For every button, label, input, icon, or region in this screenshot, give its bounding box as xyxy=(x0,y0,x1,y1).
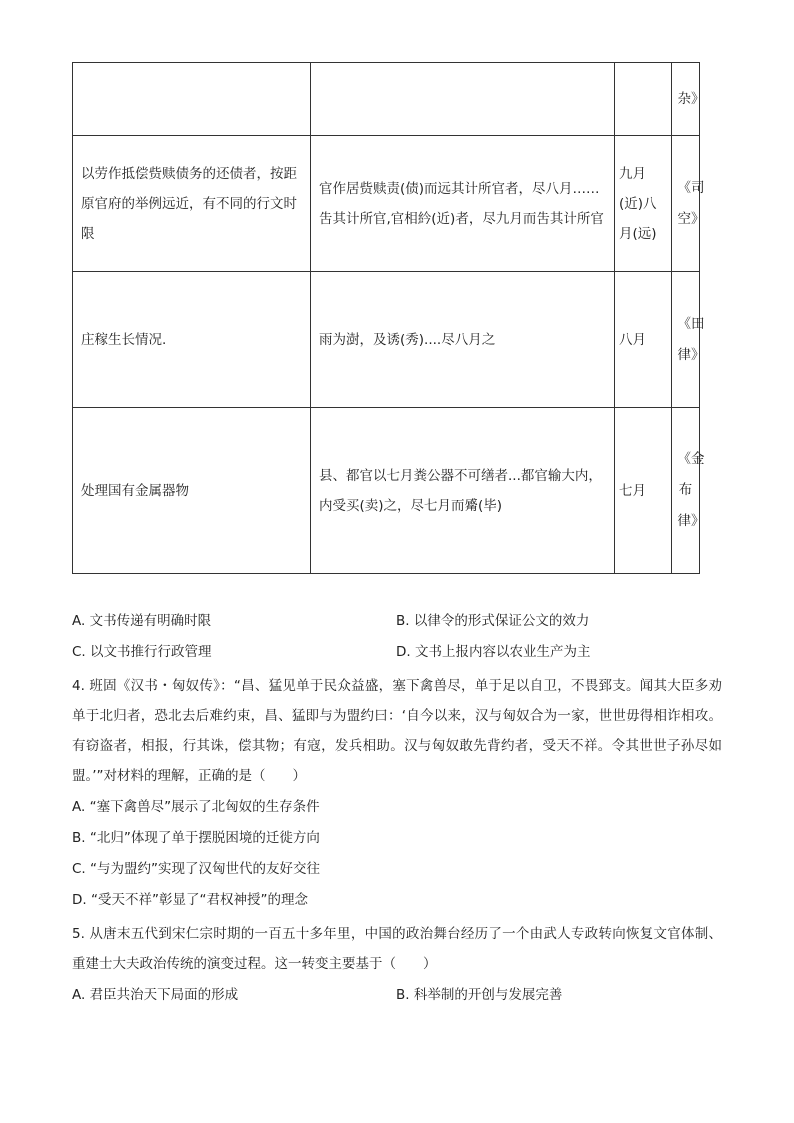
law-table xyxy=(72,62,705,574)
q5-stem: 5. 从唐末五代到宋仁宗时期的一百五十多年里，中国的政治舞台经历了一个由武人专政转向恢复文官体制、重建士大夫政治传统的演变过程。这一转变主要基于（ ） xyxy=(72,926,722,972)
table-cell-source xyxy=(672,63,705,136)
table-cell-period xyxy=(615,63,672,136)
q3-option-c: C. 以文书推行行政管理 xyxy=(72,644,212,660)
table-row xyxy=(73,272,700,408)
q4-stem: 4. 班固《汉书・匈奴传》：“昌、猛见单于民众益盛，塞下禽兽尽，单于足以自卫，不畏郅支。闻其大臣多劝单于北归者，恐北去后难约束，昌、猛即与为盟约曰：‘自今以来，汉与匈奴合为一家，世世毋得相诈相攻。有窃盗者，相报，行其诛，偿其物；有寇，发兵相助。汉与匈奴敢先背约者，受天不祥。令其世世子孙尽如盟。’”对材料的理解，正确的是（ ） xyxy=(72,678,722,784)
table-cell-description: 处理国有金属器物 xyxy=(73,408,311,574)
table-cell-text: 雨为澍，及诱(秀)....尽八月之 xyxy=(311,272,615,408)
q5-option-b: B. 科举制的开创与发展完善 xyxy=(396,987,563,1003)
source-text: 《司空》 xyxy=(677,179,705,227)
q3-option-b: B. 以律令的形式保证公文的效力 xyxy=(396,613,590,629)
q4-option-a: A. “塞下禽兽尽”展示了北匈奴的生存条件 xyxy=(72,799,320,815)
source-text: 《田律》 xyxy=(677,315,705,363)
q5-option-a: A. 君臣共治天下局面的形成 xyxy=(72,987,239,1003)
source-text: 《金布律》 xyxy=(677,451,705,529)
q4-option-b: B. “北归”体现了单于摆脱困境的迁徙方向 xyxy=(72,830,320,846)
q3-option-a: A. 文书传递有明确时限 xyxy=(72,613,212,629)
q4-option-d: D. “受天不祥”彰显了“君权神授”的理念 xyxy=(72,892,308,908)
table-cell-period: 八月 xyxy=(615,272,672,408)
source-text: 杂》 xyxy=(677,90,705,107)
table-cell-source xyxy=(672,272,705,408)
table-cell-description: 庄稼生长情况. xyxy=(73,272,311,408)
table-row xyxy=(73,136,700,272)
table-cell-period: 九月(近)八月(远) xyxy=(615,136,672,272)
table-cell-text: 县、都官以七月粪公器不可缮者...都官输大内，内受买(卖)之，尽七月而觱(毕) xyxy=(311,408,615,574)
table-cell-text xyxy=(311,63,615,136)
table-row xyxy=(73,408,700,574)
table-cell-text: 官作居赀赎责(债)而远其计所官者，尽八月……吿其计所官,官相紟(近)者，尽九月而吿其计所官 xyxy=(311,136,615,272)
table-cell-source xyxy=(672,408,705,574)
q4-option-c: C. “与为盟约”实现了汉匈世代的友好交往 xyxy=(72,861,320,877)
table-cell-period: 七月 xyxy=(615,408,672,574)
q3-option-d: D. 文书上报内容以农业生产为主 xyxy=(396,644,591,660)
table-cell-description: 以劳作抵偿赀赎债务的还债者，按距原官府的举例远近，有不同的行文时限 xyxy=(73,136,311,272)
table-cell-description xyxy=(73,63,311,136)
table-cell-source xyxy=(672,136,705,272)
table-row xyxy=(73,63,700,136)
